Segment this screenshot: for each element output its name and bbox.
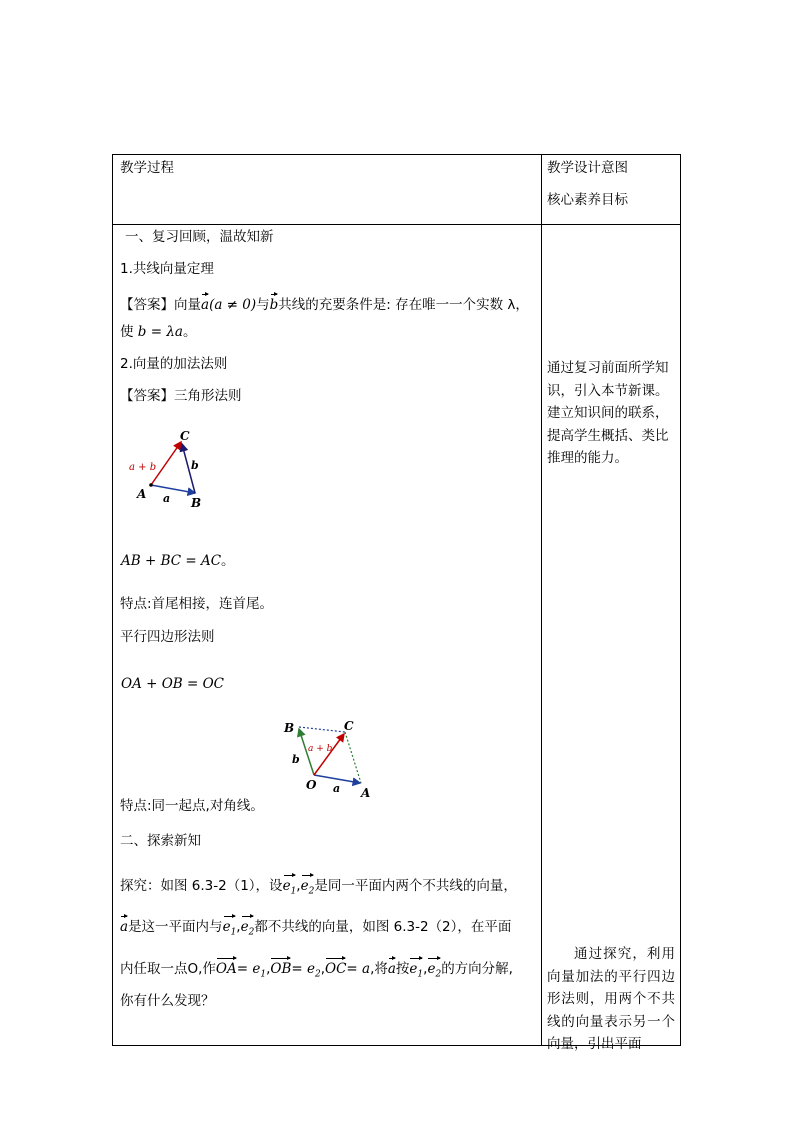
vector-OB: OB xyxy=(270,961,292,977)
triangle-a-vector xyxy=(151,485,195,493)
vector-a-3: a xyxy=(387,961,396,977)
vector-OC: OC xyxy=(325,961,347,977)
vector-a: a xyxy=(201,297,210,313)
parallelogram-figure xyxy=(278,717,378,801)
p-label-O: O xyxy=(306,778,317,792)
collinear-line-2 xyxy=(120,323,196,341)
p-label-a: a xyxy=(333,782,341,795)
lesson-table xyxy=(112,154,681,1052)
vector-a-2: a xyxy=(120,919,129,935)
vector-e2: $e_2$ xyxy=(301,877,315,901)
header-divider xyxy=(113,224,680,225)
explore-line-3: 内任取一点O,作$OA= e_1,OB= e_2,OC= a$,将a按$e_1,e_2$的方向分解, xyxy=(120,960,513,984)
vector-e1-2: $e_1$ xyxy=(223,918,237,942)
explore-line-1: 探究：如图 6.3-2（1），设$e_1,e_2$是同一平面内两个不共线的向量， xyxy=(120,877,517,901)
p-label-a-plus-b: a + b xyxy=(308,744,333,754)
label-A: A xyxy=(137,487,147,501)
label-b: b xyxy=(191,459,199,472)
review-title: 一、复习回顾，温故知新 xyxy=(125,229,274,245)
label-a-plus-b: a + b xyxy=(129,462,157,473)
collinear-text-2: 与 xyxy=(256,297,270,313)
answer-tag: 【答案】 xyxy=(120,297,174,313)
triangle-feature: 特点:首尾相接，连首尾。 xyxy=(120,596,274,612)
triangle-answer-line xyxy=(120,387,242,405)
triangle-rule: 三角形法则 xyxy=(174,388,242,404)
vector-OA: OA xyxy=(215,961,237,977)
parallelogram-rule: 平行四边形法则 xyxy=(120,629,215,645)
explore-title: 二、探索新知 xyxy=(120,833,201,849)
parallelogram-equation: OA + OB = OC xyxy=(121,676,224,692)
collinear-equation: b = λa xyxy=(137,324,183,340)
column-divider xyxy=(541,155,542,1045)
p-label-B: B xyxy=(284,721,295,735)
triangle-equation: AB + BC = AC。 xyxy=(121,553,235,569)
p-label-C: C xyxy=(344,719,354,733)
collinear-condition: (a ≠ 0) xyxy=(209,297,257,313)
collinear-text-3: 共线的充要条件是: 存在唯一一个实数 λ， xyxy=(278,297,529,313)
label-a: a xyxy=(163,492,171,505)
p-label-A: A xyxy=(361,786,371,800)
header-design-intent: 教学设计意图 xyxy=(547,160,628,176)
vector-e2-2: $e_2$ xyxy=(241,918,255,942)
vector-e1: $e_1$ xyxy=(283,877,297,901)
design-note-review: 通过复习前面所学知识，引入本节新课。建立知识间的联系，提高学生概括、类比推理的能力。 xyxy=(547,360,669,466)
vector-e1-3: $e_1$ xyxy=(409,960,423,984)
item-collinear-theorem: 1.共线向量定理 xyxy=(120,261,214,277)
label-C: C xyxy=(180,429,190,443)
item-addition-rule: 2.向量的加法法则 xyxy=(120,356,228,372)
parallelogram-sum-vector xyxy=(314,734,344,775)
collinear-answer-line xyxy=(120,296,529,314)
design-note-explore: 通过探究，利用向量加法的平行四边形法则，用两个不共线的向量表示另一个向量，引出平面 xyxy=(547,946,675,1052)
explore-line-4: 你有什么发现？ xyxy=(120,993,215,1009)
triangle-figure xyxy=(127,427,237,517)
p-label-b: b xyxy=(292,753,300,766)
explore-line-2: a是这一平面内与$e_1,e_2$都不共线的向量，如图 6.3-2（2），在平面 xyxy=(120,918,511,942)
vector-b: b xyxy=(269,297,279,313)
header-core-goal: 核心素养目标 xyxy=(547,192,628,208)
header-teaching-process: 教学过程 xyxy=(120,160,174,176)
vector-e2-3: $e_2$ xyxy=(427,960,441,984)
label-B: B xyxy=(191,496,202,510)
collinear-prefix: 使 xyxy=(120,324,134,340)
parallelogram-feature: 特点:同一起点,对角线。 xyxy=(120,798,264,814)
answer-tag-2: 【答案】 xyxy=(120,388,174,404)
collinear-end: 。 xyxy=(182,324,197,340)
collinear-text-1: 向量 xyxy=(174,297,201,313)
